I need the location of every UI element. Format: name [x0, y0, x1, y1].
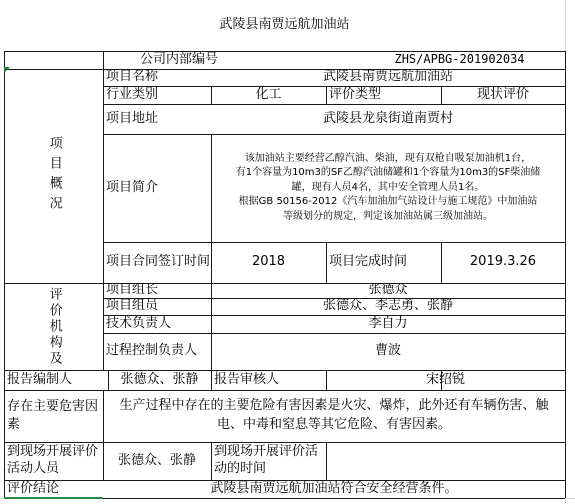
- active-cell-indicator: [4, 497, 103, 499]
- intro-label: 项目简介: [106, 179, 159, 195]
- internal-number-value: ZHS/APBG-201902034: [394, 52, 525, 67]
- site-visit-staff-label: 到现场开展评价活动人员: [7, 444, 99, 476]
- address-label: 项目地址: [106, 110, 159, 126]
- eval-type-label: 评价类型: [329, 86, 382, 102]
- completion-date: 2019.3.26: [469, 254, 537, 270]
- project-name-label: 项目名称: [106, 69, 159, 85]
- intro-text: [211, 134, 565, 242]
- tech-value: 李自力: [368, 315, 408, 331]
- eval-type-value: 现状评价: [476, 86, 529, 102]
- internal-number-label: 公司内部编号: [139, 51, 218, 67]
- conclusion-label: 评价结论: [7, 480, 60, 496]
- intro-line: 有1个容量为10m3的SF乙醇汽油储罐和1个容量为10m3的SF柴油储: [235, 167, 541, 179]
- process-label: 过程控制负责人: [106, 343, 198, 359]
- page-title: 武陵县南贾远航加油站: [219, 17, 350, 33]
- intro-line: 该加油站主要经营乙醇汽油、柴油，现有双枪自吸泵加油机1台，: [244, 152, 532, 164]
- completion-label: 项目完成时间: [329, 254, 408, 270]
- members-label: 项目组员: [106, 298, 159, 314]
- intro-line: 根据GB 50156-2012《汽车加油加气站设计与施工规范》中加油站: [238, 196, 538, 208]
- intro-line: 等级划分的规定，判定该加油站属三级加油站。: [283, 210, 493, 222]
- project-name-value: 武陵县南贾远航加油站: [322, 69, 453, 85]
- process-value: 曹波: [374, 343, 401, 359]
- members-value: 张德众、李志勇、张静: [322, 298, 453, 314]
- industry-value: 化工: [255, 86, 282, 102]
- evaluation-org-label: 评价机构及: [46, 286, 62, 367]
- contract-year-value: 2018: [251, 254, 286, 270]
- leader-label: 项目组长: [106, 283, 159, 298]
- table-gridline: [565, 51, 566, 498]
- reviewer-value: 宋绍锐: [425, 371, 465, 387]
- site-visit-time-value: [326, 442, 565, 480]
- project-overview-label: 项目概况: [46, 136, 62, 216]
- conclusion-text: 武陵县南贾远航加油站符合安全经营条件。: [210, 480, 458, 496]
- hazards-text: 生产过程中存在的主要危险有害因素是火灾、爆炸，此外还有车辆伤害、触电、中毒和窒息等其它危险、有害因素。: [119, 398, 549, 432]
- address-value: 武陵县龙泉街道南贾村: [322, 110, 453, 126]
- editor-label: 报告编制人: [7, 371, 73, 387]
- intro-line: 罐，现有人员4名，其中安全管理人员1名。: [291, 181, 485, 193]
- hazards-label: 存在主要危害因素: [7, 398, 99, 432]
- leader-value: 张德众: [368, 283, 408, 298]
- tech-label: 技术负责人: [106, 315, 172, 331]
- contract-year-label: 项目合同签订时间: [106, 254, 211, 270]
- industry-label: 行业类别: [106, 86, 159, 102]
- editor-value: 张德众、张静: [120, 371, 199, 387]
- site-visit-time-label: 到现场开展评价活动的时间: [214, 444, 319, 476]
- reviewer-label: 报告审核人: [214, 371, 280, 387]
- site-visit-staff-value: 张德众、张静: [117, 452, 196, 468]
